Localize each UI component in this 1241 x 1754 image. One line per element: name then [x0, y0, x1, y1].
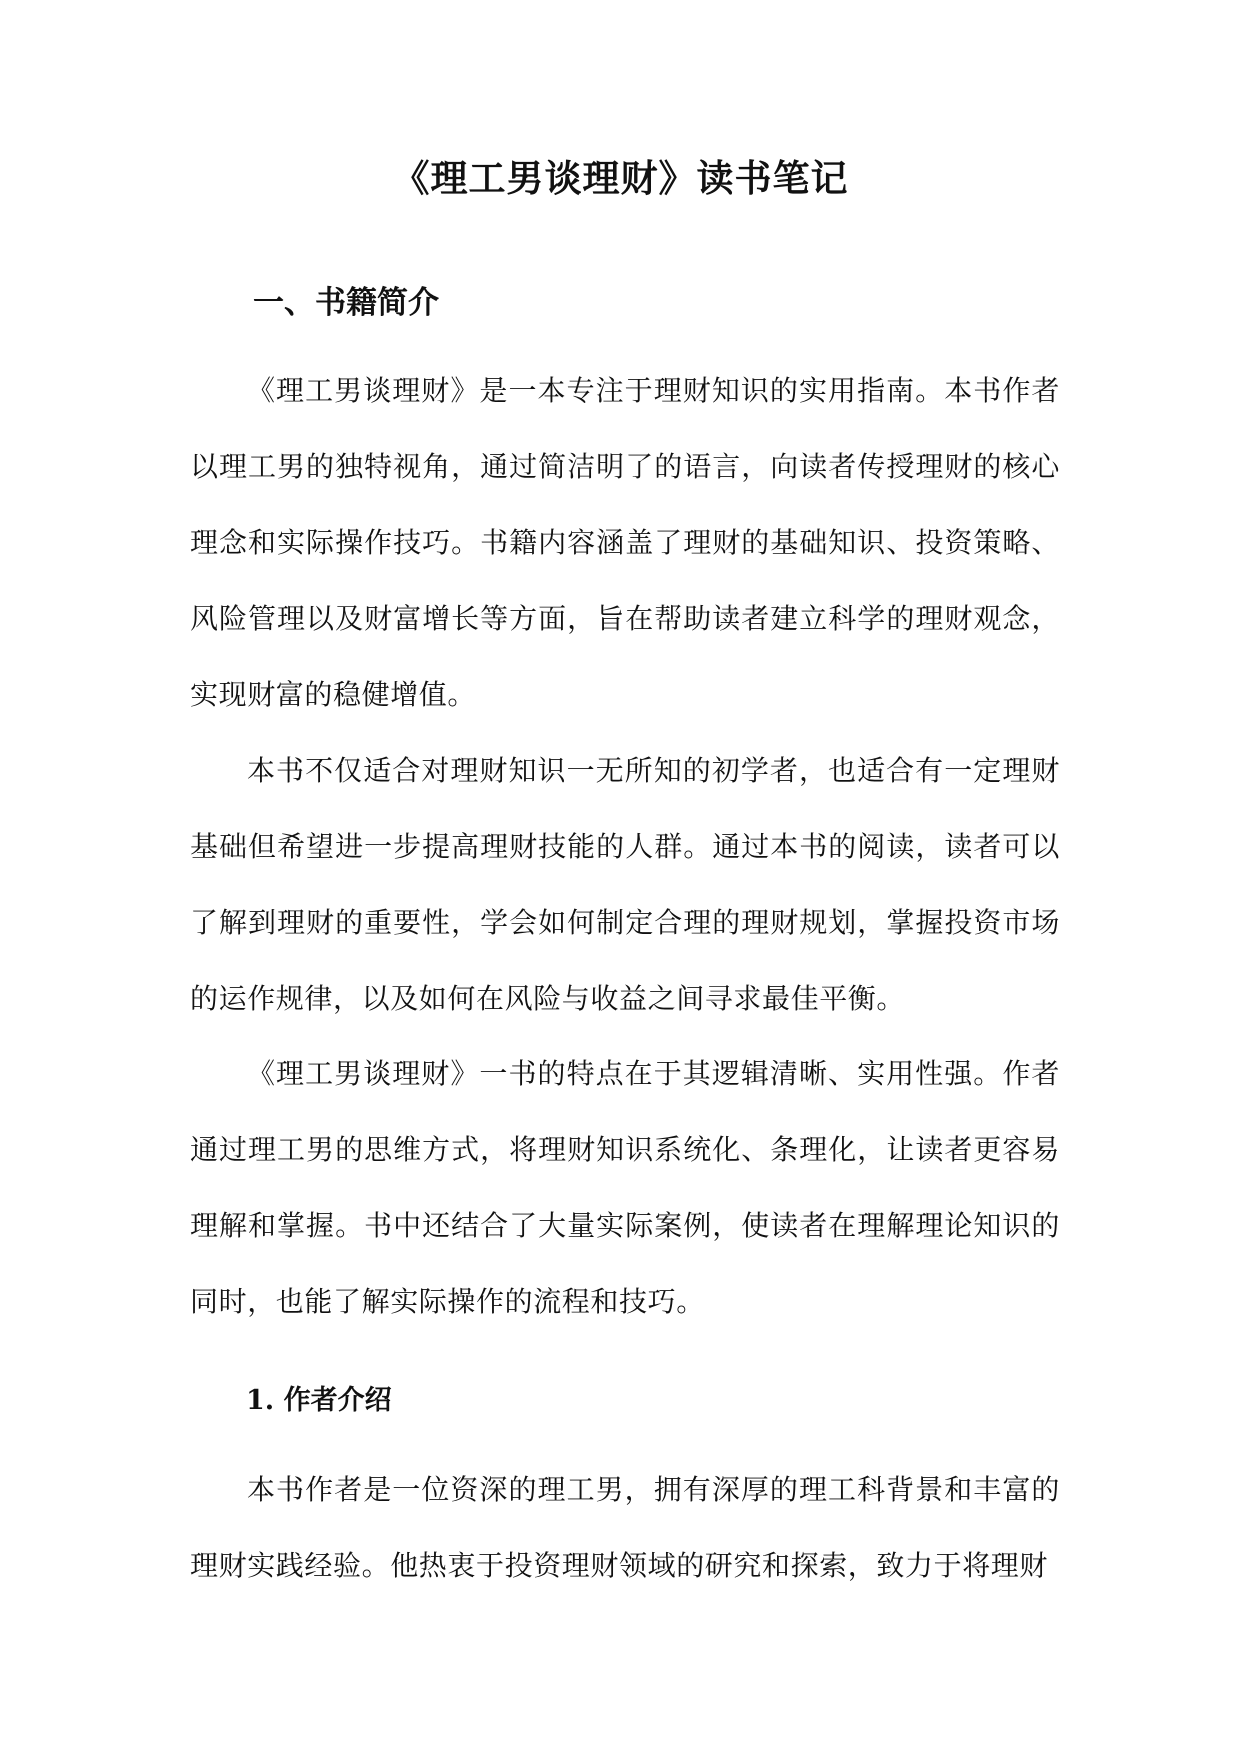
document-title: 《理工男谈理财》读书笔记 [392, 156, 849, 200]
section-heading-book-intro: 一、书籍简介 [253, 285, 439, 321]
paragraph-intro-1: 《理工男谈理财》是一本专注于理财知识的实用指南。本书作者以理工男的独特视角，通过简洁明了的语言，向读者传授理财的核心理念和实际操作技巧。书籍内容涵盖了理财的基础知识、投资策略、风险管理以及财富增长等方面，旨在帮助读者建立科学的理财观念，实现财富的稳健增值。 [190, 374, 1060, 711]
paragraph-author-1: 本书作者是一位资深的理工男，拥有深厚的理工科背景和丰富的理财实践经验。他热衷于投资理财领域的研究和探索，致力于将理财 [190, 1473, 1060, 1582]
paragraph-intro-3: 《理工男谈理财》一书的特点在于其逻辑清晰、实用性强。作者通过理工男的思维方式，将理财知识系统化、条理化，让读者更容易理解和掌握。书中还结合了大量实际案例，使读者在理解理论知识的同时，也能了解实际操作的流程和技巧。 [190, 1057, 1060, 1318]
paragraph-intro-2: 本书不仅适合对理财知识一无所知的初学者，也适合有一定理财基础但希望进一步提高理财技能的人群。通过本书的阅读，读者可以了解到理财的重要性，学会如何制定合理的理财规划，掌握投资市场的运作规律，以及如何在风险与收益之间寻求最佳平衡。 [190, 754, 1060, 1015]
subsection-heading-author: 1. 作者介绍 [246, 1385, 392, 1416]
